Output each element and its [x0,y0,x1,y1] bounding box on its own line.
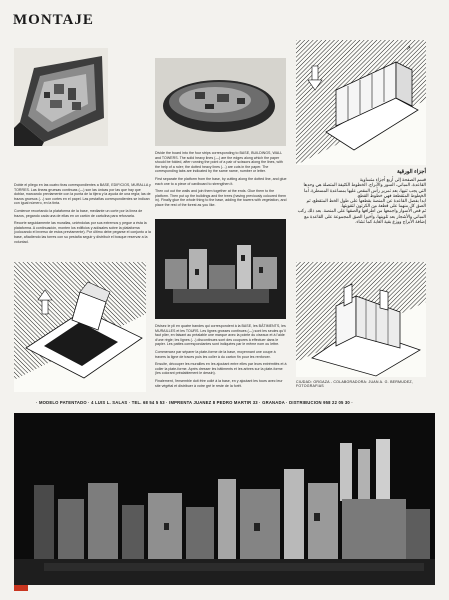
french-paragraph-1: Divisez le pli en quatre bandes qui correspondent à la BASE, les BÂTIMENTS, les MURAILLES et les TOURS. Les lignes grosses continues (—) sont les seules qu'il faut plier, en faisant au préalable une marque avec la pointe du ciseaux et à l'aide d'une règle; les lignes (- -) discontinues sont des coupures à effectuer dans le papier. Les pattes correspondantes sont indiquées par le même nom ou lettre. [155,324,286,347]
svg-text:↗: ↗ [406,45,412,52]
spanish-paragraph-2: Comience recortando la plataforma de la base, mediante un corte por la línea de trazos, pegando cada una de ellas en un cartón de cartulina para reforzarla. [14,208,143,218]
imprint-line: · MODELO PATENTADO · 4 LUIS L. SALAS · TEL. 68 54 5 53 · IMPRENTA JUANEZ 8 PEDRO MARTIR 33 · GRANADA · DISTRIBUCION 958 22 05 30 · [36,400,353,405]
french-instructions [155,324,287,388]
english-instructions [155,151,287,208]
spanish-paragraph-3: Recorte seguidamente las murallas, uniéndolas por sus extremos y pegue a ésta la plataforma. A continuación, monten los edificios y adósales sobre la plataforma (colocando el inverso de estos previamente). Por último debe pegarse el conjunto a la base, añadiendo las torres con su pestaña seguir y distribuir el bosque reservar a la voluntad. [14,221,151,244]
base-platform-photo [155,58,286,146]
arabic-paragraph-2: القاعدة، المباني، السور والأبراج. الخطوط الكثيفة المتصلة هي وحدها التي يجب ثنيها، بعد تمرير رأس المقص عليها بمساعدة المسطرة. أما الخطوط المتقطعة فهي خطوط القطع. [303,182,426,198]
tower-assembly-drawing [296,262,426,377]
fortress-model-image [14,48,108,146]
night-panorama-image [14,413,435,585]
spanish-instructions [14,183,152,244]
assembled-buildings-image [155,219,286,319]
arabic-instructions [296,170,426,224]
arabic-paragraph-3: ابدأ بفصل القاعدة عن المنصة بقطعها على طول الخط المتقطع، ثم الصق كل منهما على قطعة من الكرتون لتقويتها. [306,198,426,209]
wall-assembly-diagram [296,40,426,165]
wall-assembly-drawing [296,40,426,165]
english-paragraph-2: First separate the platform from the base, by cutting along the dotted line, and glue each one to a piece of cardboard to strengthen it. [155,176,287,186]
accent-mark [14,585,28,591]
fortress-model-photo [14,48,108,146]
tower-assembly-diagram [296,262,426,377]
night-panorama-photo [14,413,435,585]
assembled-buildings-photo [155,219,286,319]
platform-fold-diagram [14,262,146,392]
english-paragraph-1: Divide the board into the four strips corresponding to BASE, BUILDINGS, WALL and TOWERS. The solid heavy lines (—) are the edges along which the paper should be folded, after running the point of a pair of scissors along the lines, with the help of a ruler; the dotted heavy lines (- -) are cuts in the paper. The corresponding tabs are indicated by the same name, number or letter. [155,151,283,174]
arabic-paragraph-1: قسم الصفحة إلى أربع أجزاء متساوية [359,177,426,183]
platform-fold-drawing [14,262,146,392]
base-platform-image [155,58,286,146]
french-paragraph-4: Finalement, l'ensemble doit être collé à la base, en y ajoutant les tours avec leur site végétal et distribuer à votre gré le reste de la forêt. [155,378,283,388]
credits-line: CIUDAD: ORGAZA - COLABORADORA: JUAN A. G. BERMUDEZ, FOTOGRAFIAS [296,380,414,389]
french-paragraph-2: Commencez par séparer la plate-forme de la base, moyennant une coupe à travers la ligne de traces puis les coller à du carton fin pour les renforcer. [155,349,276,359]
french-paragraph-3: Ensuite, découper les murailles en les ajoutant entre elles par leurs extrémités et à coller la plate-forme. Après dresser les bâtiments et les arbres sur la plate-forme (les colorant préalablement le dessin). [155,362,287,376]
spanish-paragraph-1: Doble el pliego en las cuatro tiras correspondientes a BASE, EDIFICIOS, MURALLA y TORRES. Las líneas gruesas continuas (—) son las únicas por las que hay que doblar, marcando previamente con la punta de la tijera y la ayuda de una regla; las de trazos gruesos (- -) son cortes en el papel. Las pestañas correspondientes se indican con igual número, en la tinta. [14,183,151,206]
page-title: MONTAJE [13,12,94,28]
english-paragraph-3: Then cut out the walls and join them together at the ends. Glue them to the platform. Then put up the buildings and the trees (having previously coloured them in). Finally glue the whole thing to the base, adding the towers with vegetation, and place the rest of the forest as you like. [155,189,287,207]
arabic-paragraph-4: ثم قص الأسوار واجمعها من أطرافها والصقها على المنصة. بعد ذلك ركب المباني والأشجار بعد تلوينها، وأخيرا الصق المجموعة على القاعدة مع إضافة الأبراج ووزع بقية الغابة كما تشاء. [297,208,426,224]
arabic-heading: أجزاء الورقية [397,169,426,175]
